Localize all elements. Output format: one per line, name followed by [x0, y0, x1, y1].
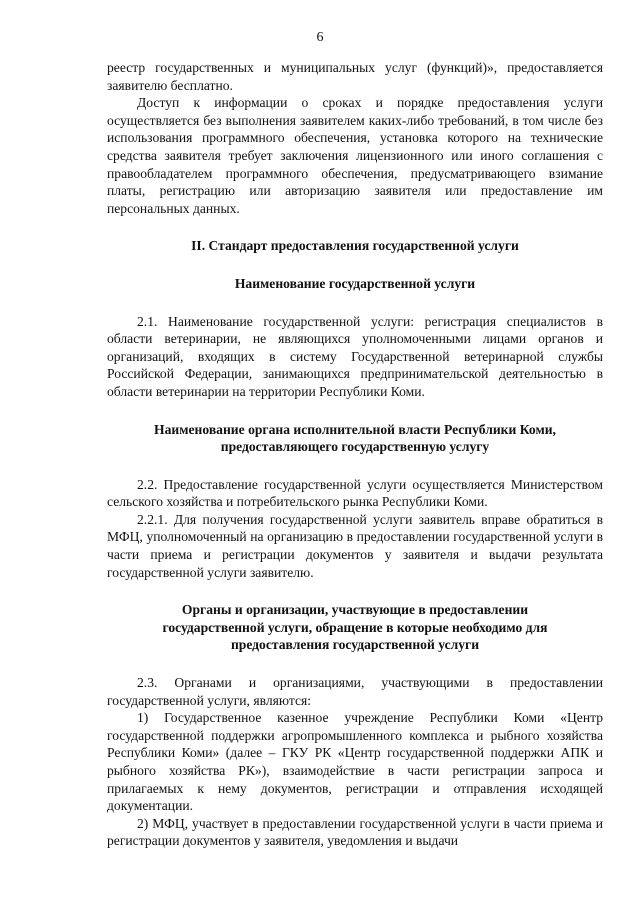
- subsection-2-text-2: 2.2.1. Для получения государственной услуги заявитель вправе обратиться в МФЦ, уполномоченный на организацию в предоставлении государственной услуги в части приема и регистрации документов у заявителя и выдачи результата государственной услуги заявителю.: [107, 511, 603, 580]
- paragraph-intro-2: Доступ к информации о сроках и порядке предоставления услуги осуществляется без выполнения заявителем каких-либо требований, в том числе без использования программного обеспечения, установка которого на технические средства заявителя требует заключения лицензионного или иного соглашения с правообладателем программного обеспечения, предусматривающего взимание платы, регистрацию или авторизацию заявителя или предоставление им персональных данных.: [107, 95, 603, 216]
- subsection-2-title-line-1: Наименование органа исполнительной власти Республики Коми,: [154, 421, 556, 437]
- subsection-3-title-line-1: Органы и организации, участвующие в предоставлении: [181, 602, 529, 618]
- section-title: II. Стандарт предоставления государственной услуги: [191, 238, 519, 254]
- subsection-3-text-1: 2.3. Органами и организациями, участвующими в предоставлении государственной услуги, являются:: [107, 675, 603, 708]
- subsection-2-title: [107, 421, 603, 456]
- document-body: [107, 59, 603, 850]
- page-number: 6: [316, 30, 324, 45]
- subsection-1-text: 2.1. Наименование государственной услуги: регистрация специалистов в области ветеринарии, не являющихся уполномоченными лицами органов и организаций, входящих в систему Государственной ветеринарной службы Российской Федерации, занимающихся предпринимательской деятельностью в области ветеринарии на территории Республики Коми.: [107, 313, 603, 399]
- subsection-3-title-line-2: государственной услуги, обращение в которые необходимо для: [162, 619, 548, 635]
- subsection-3-text-2: 1) Государственное казенное учреждение Республики Коми «Центр государственной поддержки агропромышленного комплекса и рыбного хозяйства Республики Коми» (далее – ГКУ РК «Центр государственной поддержки АПК и рыбного хозяйства РК»), взаимодействие в части регистрации запроса и прилагаемых к нему документов, регистрации и отправления исходящей документации.: [107, 710, 603, 814]
- subsection-2-text-1: 2.2. Предоставление государственной услуги осуществляется Министерством сельского хозяйства и потребительского рынка Республики Коми.: [107, 476, 603, 510]
- subsection-2-title-line-2: предоставляющего государственную услугу: [220, 439, 490, 455]
- subsection-3-text-3: 2) МФЦ, участвует в предоставлении государственной услуги в части приема и регистрации документов у заявителя, уведомления и выдачи: [107, 815, 603, 849]
- paragraph-intro-1: реестр государственных и муниципальных услуг (функций)», предоставляется заявителю бесплатно.: [107, 60, 603, 93]
- subsection-3-title: [107, 601, 603, 654]
- subsection-1-title: Наименование государственной услуги: [234, 275, 476, 291]
- subsection-3-title-line-3: предоставления государственной услуги: [230, 637, 480, 653]
